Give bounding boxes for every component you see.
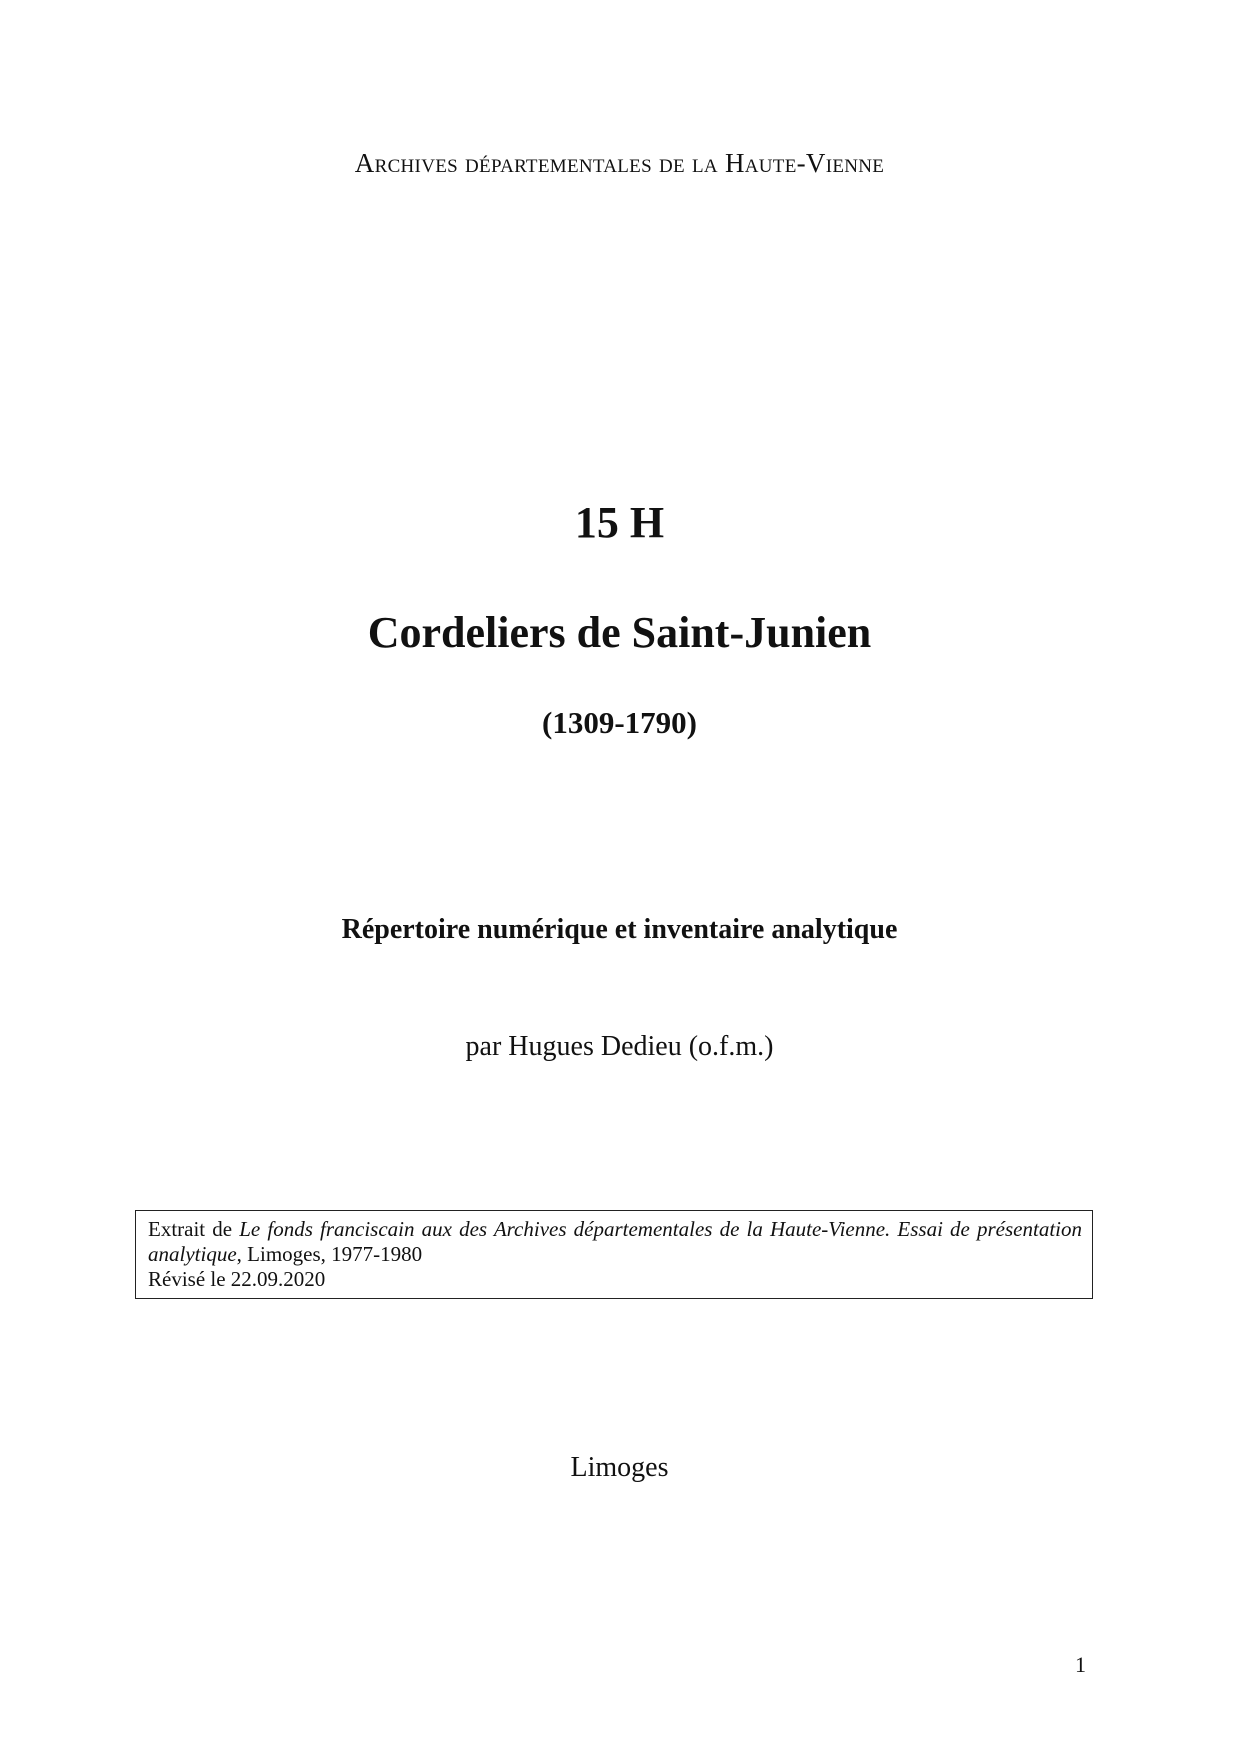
excerpt-line-1 (148, 1217, 1082, 1242)
excerpt-suffix: , Limoges, 1977-1980 (236, 1242, 423, 1266)
page-number: 1 (1075, 1652, 1086, 1677)
excerpt-line-2 (148, 1242, 1082, 1267)
date-range: (1309-1790) (542, 705, 697, 740)
fonds-cote: 15 H (574, 498, 665, 547)
document-title: Cordeliers de Saint-Junien (367, 608, 872, 657)
excerpt-prefix: Extrait de (148, 1217, 240, 1241)
excerpt-work-title-1: Le fonds franciscain aux des Archives départementales de la Haute-Vienne. Essai de présentation (239, 1217, 1083, 1241)
excerpt-work-title-2: analytique (148, 1242, 237, 1266)
document-subtitle: Répertoire numérique et inventaire analytique (341, 914, 898, 945)
publication-place: Limoges (570, 1452, 669, 1483)
institution-header: Archives départementales de la Haute-Vienne (354, 148, 885, 178)
excerpt-box (135, 1210, 1093, 1299)
excerpt-revision: Révisé le 22.09.2020 (148, 1267, 326, 1291)
author-line: par Hugues Dedieu (o.f.m.) (465, 1031, 774, 1062)
